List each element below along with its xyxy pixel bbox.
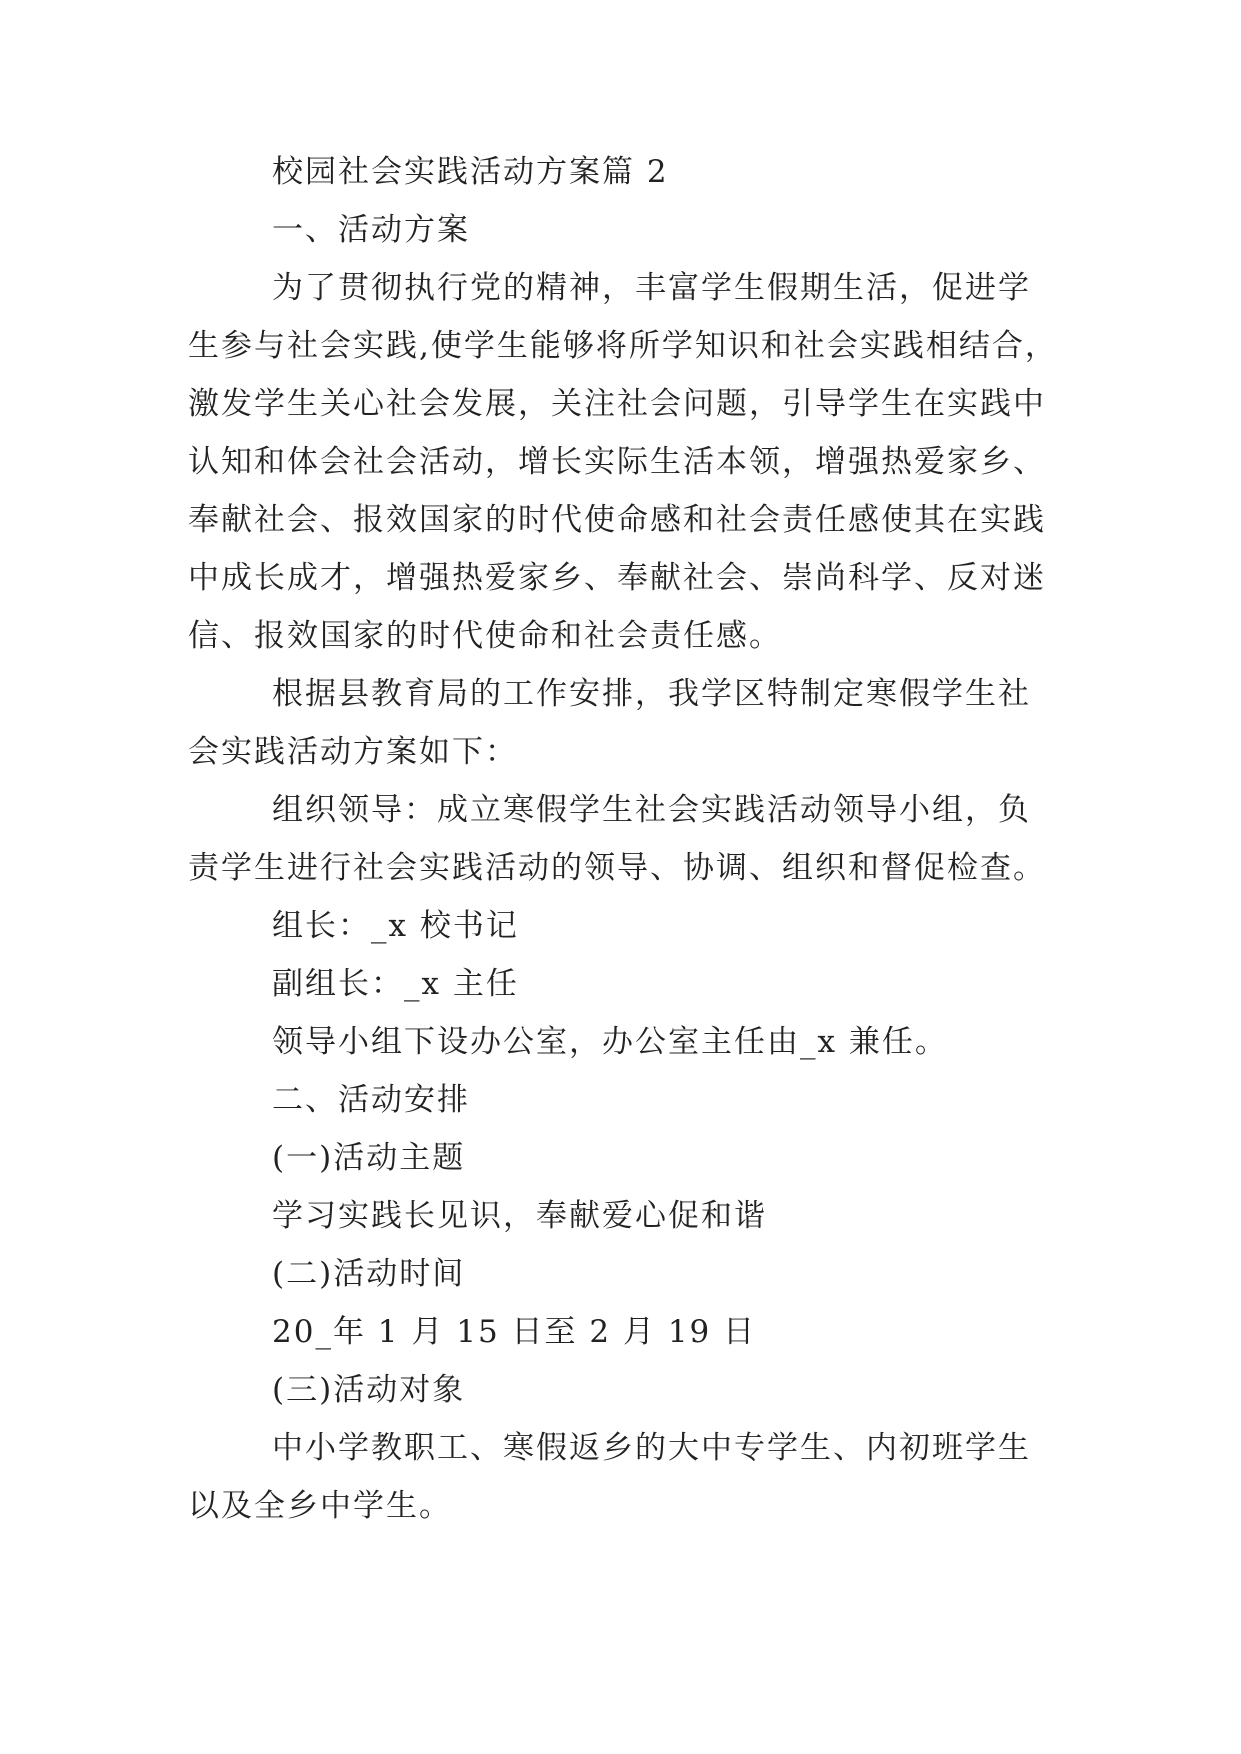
paragraph-line: 根据县教育局的工作安排，我学区特制定寒假学生社 (272, 676, 1031, 712)
section-title: 校园社会实践活动方案篇 2 (272, 154, 669, 190)
paragraph-line: 会实践活动方案如下： (188, 734, 518, 770)
time-text: 20_年 1 月 15 日至 2 月 19 日 (272, 1314, 757, 1350)
paragraph-line: 信、报效国家的时代使命和社会责任感。 (188, 618, 782, 654)
subheading-time: (二)活动时间 (272, 1256, 466, 1292)
paragraph-line: 以及全乡中学生。 (188, 1488, 452, 1524)
paragraph-line: 中小学教职工、寒假返乡的大中专学生、内初班学生 (272, 1430, 1031, 1466)
subheading-theme: (一)活动主题 (272, 1140, 466, 1176)
office-line: 领导小组下设办公室，办公室主任由_x 兼任。 (272, 1024, 948, 1060)
theme-text: 学习实践长见识，奉献爱心促和谐 (272, 1198, 767, 1234)
paragraph-line: 为了贯彻执行党的精神，丰富学生假期生活，促进学 (272, 270, 1031, 306)
paragraph-line: 中成长成才，增强热爱家乡、奉献社会、崇尚科学、反对迷 (188, 560, 1046, 596)
paragraph-line: 激发学生关心社会发展，关注社会问题，引导学生在实践中 (188, 386, 1046, 422)
paragraph-line: 奉献社会、报效国家的时代使命感和社会责任感使其在实践 (188, 502, 1046, 538)
heading-activity-arrangement: 二、活动安排 (272, 1082, 470, 1118)
group-leader-line: 组长：_x 校书记 (272, 908, 519, 944)
subheading-target: (三)活动对象 (272, 1372, 466, 1408)
paragraph-line: 责学生进行社会实践活动的领导、协调、组织和督促检查。 (188, 850, 1046, 886)
paragraph-line: 生参与社会实践,使学生能够将所学知识和社会实践相结合， (188, 328, 1058, 364)
paragraph-line: 组织领导：成立寒假学生社会实践活动领导小组，负 (272, 792, 1031, 828)
paragraph-line: 认知和体会社会活动，增长实际生活本领，增强热爱家乡、 (188, 444, 1046, 480)
deputy-leader-line: 副组长：_x 主任 (272, 966, 519, 1002)
heading-activity-plan: 一、活动方案 (272, 212, 470, 248)
